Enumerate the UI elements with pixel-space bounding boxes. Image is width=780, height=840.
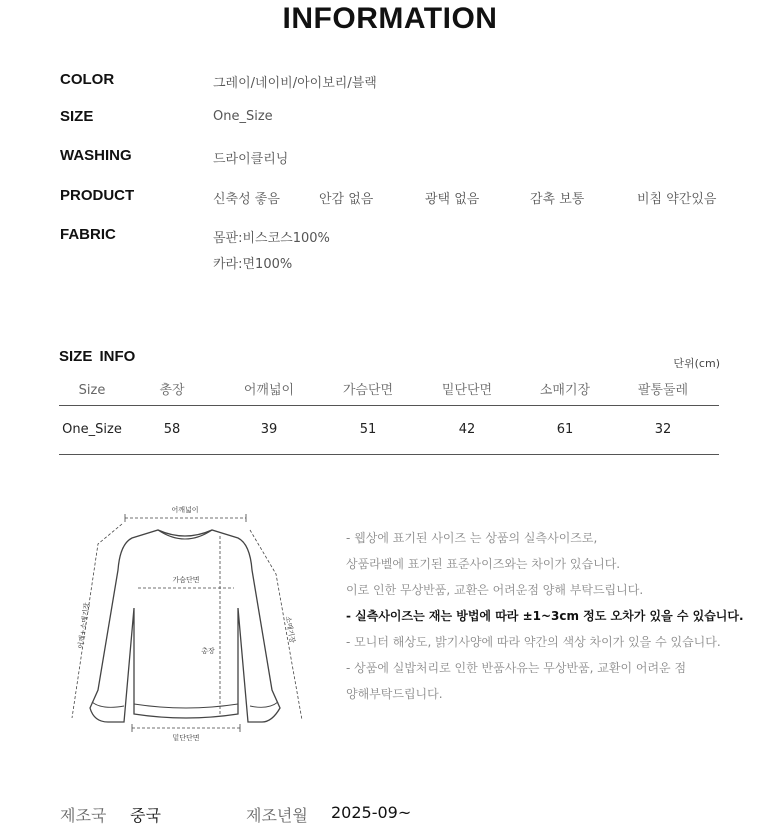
size-cell: 61 xyxy=(556,422,574,437)
size-cell: 58 xyxy=(163,422,181,437)
size-info-title: SIZE INFO xyxy=(59,348,136,365)
washing-value: 드라이클리닝 xyxy=(213,152,289,167)
size-label: SIZE xyxy=(60,108,94,125)
size-cell: 51 xyxy=(359,422,377,437)
manufacture-date-label: 제조년월 xyxy=(246,806,308,825)
left-cuff-line xyxy=(92,702,124,707)
sleeve-label: 소매기장 xyxy=(283,615,297,644)
header-cell: 소매기장 xyxy=(539,383,591,398)
size-cell: One_Size xyxy=(62,422,122,437)
note-line: - 모니터 해상도, 밝기사양에 따라 약간의 색상 차이가 있을 수 있습니다. xyxy=(346,635,721,649)
table-row xyxy=(59,406,719,455)
left-sleeve-measure-line xyxy=(72,524,122,718)
note-line: 상품라벨에 표기된 표준사이즈와는 차이가 있습니다. xyxy=(346,557,621,571)
color-label: COLOR xyxy=(60,71,115,88)
header-cell: Size xyxy=(78,383,106,398)
shoulder-label: 어깨넓이 xyxy=(171,506,199,514)
neck-rib xyxy=(158,530,212,539)
size-value: One_Size xyxy=(213,109,273,124)
manufacture-date-value: 2025-09~ xyxy=(331,803,412,822)
length-label: 총장 xyxy=(201,647,215,655)
hem-rib-line xyxy=(134,704,238,708)
color-value: 그레이/네이비/아이보리/블랙 xyxy=(213,76,377,91)
header-cell: 총장 xyxy=(159,383,185,398)
header-cell: 밑단단면 xyxy=(441,383,493,398)
size-table xyxy=(59,376,719,455)
sleeve-round-label: 어깨+소매기장 xyxy=(76,602,92,650)
country-value: 중국 xyxy=(130,806,161,825)
note-line: - 상품에 실밥처리로 인한 반품사유는 무상반품, 교환이 어려운 점 xyxy=(346,661,687,675)
garment-measure-diagram xyxy=(62,500,312,750)
washing-label: WASHING xyxy=(60,147,132,164)
product-value-1: 신축성 좋음 xyxy=(213,192,280,207)
chest-label: 가슴단면 xyxy=(172,576,200,584)
product-label: PRODUCT xyxy=(60,187,135,204)
header-cell: 팔통둘레 xyxy=(637,383,689,398)
size-cell: 32 xyxy=(654,422,672,437)
product-value-4: 감촉 보통 xyxy=(530,192,585,207)
note-line: - 웹상에 표기된 사이즈 는 상품의 실측사이즈로, xyxy=(346,531,598,545)
size-table-header xyxy=(59,376,719,406)
product-value-2: 안감 없음 xyxy=(319,192,374,207)
fabric-label: FABRIC xyxy=(60,226,116,243)
header-cell: 가슴단면 xyxy=(342,383,394,398)
product-value-5: 비침 약간있음 xyxy=(637,192,717,207)
fabric-value-1: 몸판:비스코스100% xyxy=(213,231,330,246)
size-cell: 42 xyxy=(458,422,476,437)
note-line: 양해부탁드립니다. xyxy=(346,687,443,701)
page-title: INFORMATION xyxy=(282,2,498,35)
note-line-emphasis: - 실측사이즈는 재는 방법에 따라 ±1~3cm 정도 오차가 있을 수 있습니다. xyxy=(346,609,744,623)
right-cuff-line xyxy=(250,702,278,707)
hem-label: 밑단단면 xyxy=(172,734,200,742)
product-value-3: 광택 없음 xyxy=(425,192,480,207)
size-notes xyxy=(346,525,744,707)
fabric-value-2: 카라:면100% xyxy=(213,257,293,272)
size-cell: 39 xyxy=(260,422,278,437)
country-label: 제조국 xyxy=(60,806,107,825)
unit-label: 단위(cm) xyxy=(673,357,720,370)
header-cell: 어깨넓이 xyxy=(243,383,295,398)
sweater-outline xyxy=(90,530,280,722)
note-line: 이로 인한 무상반품, 교환은 어려운점 양해 부탁드립니다. xyxy=(346,583,644,597)
